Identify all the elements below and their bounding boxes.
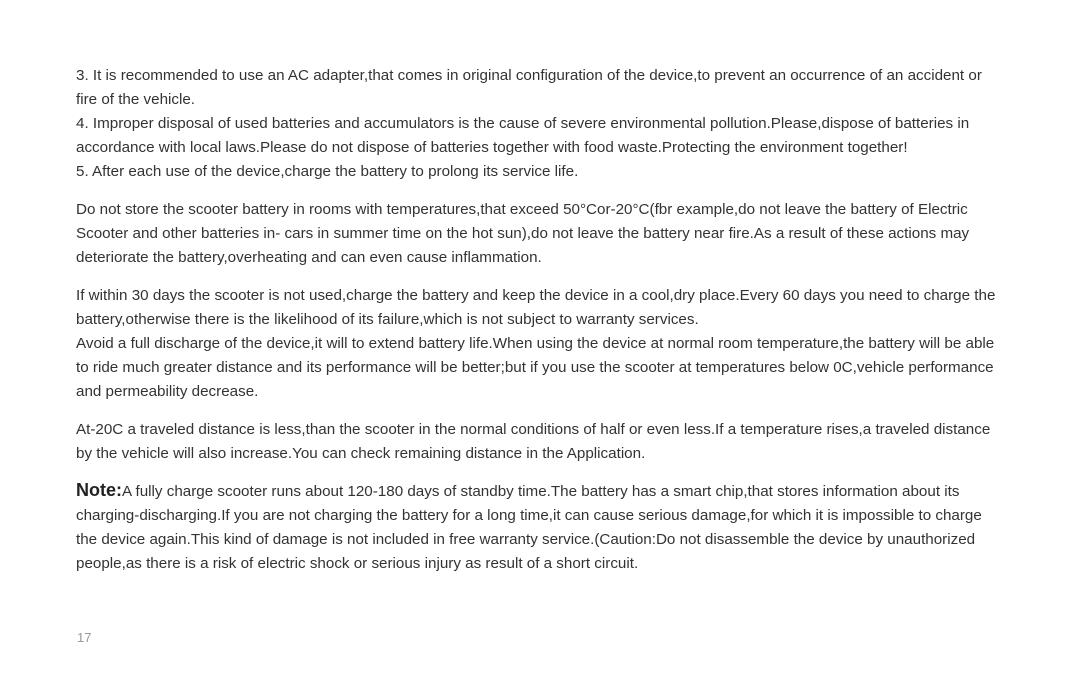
page-number: 17 xyxy=(77,630,92,645)
full-discharge-paragraph: Avoid a full discharge of the device,it will to extend battery life.When using the device at normal room temperature,the battery will be able to ride much greater distance and its performance will be better;but if you use the scooter at temperatures below 0C,vehicle performance and permeability decrease. xyxy=(76,335,995,400)
unused-storage-paragraph: If within 30 days the scooter is not used,charge the battery and keep the device in a cool,dry place.Every 60 days you need to charge the battery,otherwise there is the likelihood of its failure,which is not subject to warranty services. xyxy=(76,287,996,328)
item-4-paragraph: 4. Improper disposal of used batteries and accumulators is the cause of severe environmental pollution.Please,dispose of batteries in accordance with local laws.Please do not dispose of batteries together with food waste.Protecting the environment together! xyxy=(76,115,970,156)
cold-temperature-paragraph: At-20C a traveled distance is less,than the scooter in the normal conditions of half or even less.If a temperature rises,a traveled distance by the vehicle will also increase.You can check remaining distance in the Application. xyxy=(76,421,991,462)
storage-temperature-paragraph: Do not store the scooter battery in rooms with temperatures,that exceed 50°Cor-20°C(fbr example,do not leave the battery of Electric Scooter and other batteries in- cars in summer time on the hot sun),do not leave the battery near fire.As a result of these actions may deteriorate the battery,overheating and can even cause inflammation. xyxy=(76,201,970,266)
item-5-paragraph: 5. After each use of the device,charge the battery to prolong its service life. xyxy=(76,163,579,180)
note-paragraph xyxy=(76,478,996,576)
note-text: A fully charge scooter runs about 120-180 days of standby time.The battery has a smart chip,that stores information about its charging-discharging.If you are not charging the battery for a long time,it can cause serious damage,for which it is impossible to charge the device again.This kind of damage is not included in free warranty service.(Caution:Do not disassemble the device by unauthorized people,as there is a risk of electric shock or serious injury as result of a short circuit. xyxy=(76,483,982,572)
item-3-paragraph: 3. It is recommended to use an AC adapter,that comes in original configuration of the device,to prevent an occurrence of an accident or fire of the vehicle. xyxy=(76,67,982,108)
manual-content xyxy=(76,64,996,576)
note-label: Note: xyxy=(76,480,122,500)
